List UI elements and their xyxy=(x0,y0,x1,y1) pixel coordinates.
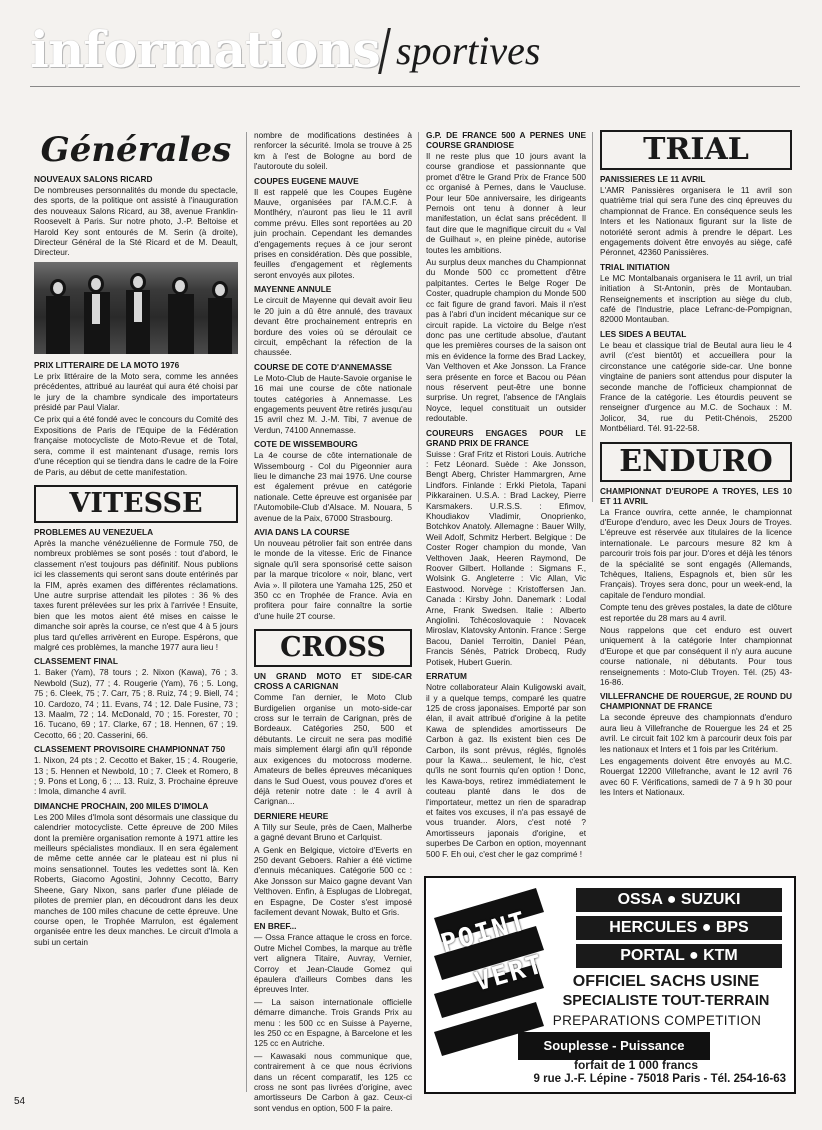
article-bref-2: — La saison internationale officielle démarre dimanche. Trois Grands Prix au menu : les 500 cc en Suisse à Payerne, les 250 cc en Espagne, à Barcelone et les 125 cc en Autriche. xyxy=(254,996,412,1049)
ad-brands-2: HERCULES ● BPS xyxy=(576,916,782,940)
ad-address: 9 rue J.-F. Lépine - 75018 Paris - Tél. 254-16-63 xyxy=(533,1073,786,1085)
article-imola-continued: nombre de modifications destinées à renforcer la sécurité. Imola se trouve à 25 km à l'est de Bologne au bord de l'autoroute du soleil. xyxy=(254,130,412,172)
article-villefranche-2: Les engagements doivent être envoyés au M.C. Rouergat 12200 Villefranche, avant le 12 avril 76 avec 60 F. Vérifications, samedi de 7 à 9 h 30 pour les Inters et Nationaux. xyxy=(600,756,792,798)
masthead-subtitle: sportives xyxy=(396,28,541,73)
article-prix-1: Le prix littéraire de la Moto sera, comme les années précédentes, attribué au lauréat qui aura été choisi par le jury de la chambre syndicale des importateurs présidé par Paul Vialar. xyxy=(34,370,238,413)
ad-brands-3: PORTAL ● KTM xyxy=(576,944,782,968)
heading-villefranche: VILLEFRANCHE DE ROUERGUE, 2E ROUND DU CHAMPIONNAT DE FRANCE xyxy=(600,691,792,712)
heading-coureurs: COUREURS ENGAGES POUR LE GRAND PRIX DE FRANCE xyxy=(426,427,586,448)
section-title-enduro: ENDURO xyxy=(600,442,792,482)
article-mayenne: Le circuit de Mayenne qui devait avoir lieu le 20 juin a dû être annulé, des travaux devant être prochainement entrepris en bordure des voies où se déroulait ce circuit, empêchant la réfection de la chaussée. xyxy=(254,295,412,358)
article-troyes-1: La France ouvrira, cette année, le championnat d'Europe d'enduro, avec les Deux Jours de Troyes. L'épreuve est réservée aux titulaires de la licence internationale. Le parcours mesure 82 km à parcourir trois fois par jour. D'ores et déjà les ténors de la spécialité se sont engagés (Allemands, Tchèques, Italiens, Espagnols et, bien sûr les Français). Troyes sera donc, pour un week-end, la capitale de l'enduro mondial. xyxy=(600,506,792,600)
article-gp-1: Il ne reste plus que 10 jours avant la course grandiose et passionnante que promet d'être le Grand Prix de France 500 cc organisé à Pernes, dans le Vaucluse. Pour leur 50e anniversaire, les dirigeants Pernois ont tenu à donner à leur manifestation, un éclat sans précédent. Il faut dire que le magnifique circuit du « Val de Guilhaut », en pleine pinède, autorise toutes les ambitions. xyxy=(426,151,586,255)
heading-mayenne: MAYENNE ANNULE xyxy=(254,284,332,295)
column-4 xyxy=(600,130,792,800)
heading-annemasse: COURSE DE COTE D'ANNEMASSE xyxy=(254,361,392,372)
heading-carignan: UN GRAND MOTO ET SIDE-CAR CROSS A CARIGNAN xyxy=(254,671,412,692)
masthead xyxy=(30,22,800,78)
heading-panissieres: PANISSIERES LE 11 AVRIL xyxy=(600,174,706,184)
ad-line-sachs: OFFICIEL SACHS USINE xyxy=(572,973,760,990)
heading-venezuela: PROBLEMES AU VENEZUELA xyxy=(34,526,154,537)
ad-logo-line-1: POINT xyxy=(437,906,531,960)
article-prix-2: Ce prix qui a été fondé avec le concours du Comité des Expositions de Paris de l'Equipe de la Fédération française motocycliste de Moto-Revue et de Total, sera, comme il est maintenant d'usage, remis lors d'une réception qui se tiendra dans le cadre de la Foire de Paris, au début de cette manifestation. xyxy=(34,414,238,477)
heading-derniere-heure: DERNIERE HEURE xyxy=(254,810,329,821)
header-rule xyxy=(30,86,800,87)
article-annemasse: Le Moto-Club de Haute-Savoie organise le 16 mai une course de côte nationale toutes catégories à Annemasse. Les engagements peuvent être retirés jusqu'au 15 avril chez M. J.-M. Tibi, 7 avenue de Verdun, 74100 Annemasse. xyxy=(254,372,412,435)
heading-salons: NOUVEAUX SALONS RICARD xyxy=(34,174,153,184)
article-bref-3: — Kawasaki nous communique que, contrairement à ce que nous écrivions dans un récent comparatif, les 125 cc cross ne sont pas livrées d'origine, avec amortisseurs De Carbon à gaz. Ceux-ci sont vendus en option, 500 F la paire. xyxy=(254,1050,412,1113)
article-initiation: Le MC Montalbanais organisera le 11 avril, un trial initiation à St-Antonin, près de Montauban. Renseignements et inscription au siège du club, café de l'Industrie, place Lefranc-de-Pompignan, 82000 Montauban. xyxy=(600,272,792,325)
article-imola: Les 200 Miles d'Imola sont désormais une classique du calendrier motocycliste. Cette épreuve de 200 Miles dont la première organisation remonte à 1971 attire les meilleurs spécialistes mondiaux. Il en sera également de même cette année car le plateau est ni plus ni moins sensationnel. Toutes les vedettes sont là. Ken Roberts, Giacomo Agostini, Johnny Cecotto, Barry Sheene, Gary Nixon, sans parler d'une pléiade de pilotes de premier plan, en découdront dans les deux manches de 100 miles chacune de cette épreuve. Une course open, le Trophée Marrulon, est également organisée entre les deux manches. Le circuit d'Imola a subi un certain xyxy=(34,811,238,947)
heading-mauve: COUPES EUGENE MAUVE xyxy=(254,175,359,186)
article-erratum: Notre collaborateur Alain Kuligowski avait, il y a quelque temps, comparé les quatre 125 de cross japonaises. Emporté par son élan, il avait attribué d'origine à la petite Kawa de splendides amortisseurs De Carbon à gaz. Ils existent bien ces De Carbon, ils sont prévus, réglés, fignolés pour la Kawa... seulement, le hic, c'est qu'ils ne sont fournis qu'en option ! Donc, les Kawa-boys, retirez immédiatement le couteau planté dans le dos de l'importateur, mettez un rien de sparadrap et faites vos excuses, il n'a pas essayé de vous truander. Alors, c'est noté ? Amortisseurs japonais d'origine, et superbes De Carbon en option, moyennant 500 F. Eh oui, c'est cher le gaz comprimé ! xyxy=(426,682,586,859)
article-wissembourg: La 4e course de côte internationale de Wissembourg - Col du Pigeonnier aura lieu le dimanche 23 mai 1976. Une course est également prévue en catégorie nationale. Cette épreuve est organisée par l'Automobile-Club d'Alsace. M. Nouara, 5 avenue de la Paix, 67000 Strasbourg. xyxy=(254,450,412,523)
ad-slogan: Souplesse - Puissance xyxy=(518,1032,710,1060)
heading-wissembourg: COTE DE WISSEMBOURG xyxy=(254,439,358,450)
heading-troyes: CHAMPIONNAT D'EUROPE A TROYES, LES 10 ET 11 AVRIL xyxy=(600,485,792,506)
section-title-generales: Générales xyxy=(40,130,232,170)
column-divider xyxy=(418,132,419,502)
column-divider xyxy=(592,132,593,502)
heading-initiation: TRIAL INITIATION xyxy=(600,261,670,272)
article-derniere-2: A Genk en Belgique, victoire d'Everts en 250 devant Geboers. Rahier a été victime d'ennuis mécaniques. Catégorie 500 cc : Ake Jonsson sur Maico gagne devant Van Velthoven. Enfin, à Esplugas de Llobregat, en Espagne, De Coster s'est imposé facilement devant Nowak, Bulto et Gris. xyxy=(254,844,412,917)
heading-beutal: LES SIDES A BEUTAL xyxy=(600,328,687,339)
article-carignan: Comme l'an dernier, le Moto Club Burdigelien organise un moto-side-car cross sur le terrain de Carignan, près de Bordeaux. Catégories 250, 500 et débutants. Le circuit ne sera pas modifié mais simplement élargi afin qu'il réponde aux exigences du motocross moderne. Amateurs de belles épreuves mécaniques dans le Sud Ouest, vous pouvez d'ores et déjà retenir notre date : le 4 avril à Carignan... xyxy=(254,692,412,807)
section-title-cross: CROSS xyxy=(254,629,412,667)
photo-salons-ricard xyxy=(34,262,238,354)
heading-classement-provisoire: CLASSEMENT PROVISOIRE CHAMPIONNAT 750 xyxy=(34,744,226,755)
heading-classement-final: CLASSEMENT FINAL xyxy=(34,656,118,667)
article-mauve: Il est rappelé que les Coupes Eugène Mauve, organisées par l'A.M.C.F. à Montlhéry, n'auront pas lieu le 11 avril comme prévu. Elles sont reportées au 20 juin prochain. Cependant les demandes d'engagements reçues à ce jour seront prises en considération. Dès que possible, feuilles d'engagement et règlements seront envoyés aux pilotes. xyxy=(254,186,412,280)
article-gp-2: Au surplus deux manches du Championnat du Monde 500 cc promettent d'être palpitantes. Certes le Belge Roger De Coster, quadruple champion du Monde 500 cc fait figure de grand favori. Mais il n'est pas à l'abri d'un incident mécanique sur ce circuit rapide. La victoire du Belge n'est donc pas une certitude absolue, d'autant que les premières courses de la saison ont mis en évidence la forme des Brad Lackey, Van Velthoven et Ake Jonsson. La France sera présente en force et Bacou ou Péan nous réservent peut-être une bonne surprise. Un regret, l'absence de l'Anglais Noyce, lequel constituait un outsider redoutable. xyxy=(426,257,586,424)
article-villefranche-1: La seconde épreuve des championnats d'enduro aura lieu à Villefranche de Rouergue les 24 et 25 avril. Le circuit fait 102 km à parcourir deux fois par les nationaux et Inters et 1 fois par les Critérium. xyxy=(600,712,792,754)
article-derniere-1: A Tilly sur Seule, près de Caen, Malherbe a gagné devant Bruno et Carlquist. xyxy=(254,821,412,843)
article-beutal: Le beau et classique trial de Beutal aura lieu le 4 avril (c'est bientôt) et accueillera pour la circonstance une catégorie side-car. Une bonne vingtaine de paniers sont attendus pour disputer la seconde manche de l'officieux championnat de France de la catégorie. Les étourdis peuvent se renseigner d'urgence au M.C. de Sochaux : M. Jolicor, 34, rue du Petit-Chénois, 25200 Montbéliard. Tél. 91-22-58. xyxy=(600,339,792,434)
page-number: 54 xyxy=(14,1096,26,1107)
article-bref-1: — Ossa France attaque le cross en force. Outre Michel Combes, la marque au trèfle vert alignera Titaire, Auvray, Vernier, Corroy et Jean-Claude Gomez qui épaulera d'ailleurs Combes dans les épreuves Inter. xyxy=(254,932,412,995)
section-title-vitesse: VITESSE xyxy=(34,485,238,523)
article-panissieres: L'AMR Panissières organisera le 11 avril son quatrième trial qui sera l'une des cinq épreuves du championnat de France. En conséquence seuls les Inters et les Nationaux figurant sur la liste de notoriété seront admis à prendre le départ. Les engagements doivent être envoyés au siège, café Péronnet, 42360 Panissières. xyxy=(600,185,792,258)
ad-forfait: forfait de 1 000 francs xyxy=(573,1058,699,1072)
article-classement-final: 1. Baker (Yam), 78 tours ; 2. Nixon (Kawa), 76 ; 3. Newbold (Suz), 77 ; 4. Rougerie (Yam), 76 ; 5. Long, 75 ; 6. Cleek, 75 ; 7. Carr, 75 ; 8. Ruiz, 74 ; 9. Biell, 74 ; 10. Cardozo, 74 ; 11. Evans, 74 ; 12. Dale Fusine, 73 ; 13. Maalm, 72 ; 14. McDonald, 70 ; 15. Forester, 70 ; 16. Tucano, 69 ; 17. Clarke, 67 ; 18. Hennen, 67 ; 19. Cecotto, 66 ; 20. Casserini, 66. xyxy=(34,667,238,740)
article-classement-provisoire: 1. Nixon, 24 pts ; 2. Cecotto et Baker, 15 ; 4. Rougerie, 13 ; 5. Hennen et Newbold, 10 ; 7. Cleek et Romero, 8 ; 9. Pons et Long, 6 ; ... 13. Ruiz, 3. Prochaine épreuve : Imola, dimanche 4 avril. xyxy=(34,755,238,797)
heading-gp-france: G.P. DE FRANCE 500 A PERNES UNE COURSE GRANDIOSE xyxy=(426,130,586,150)
masthead-title: informations xyxy=(30,20,380,79)
masthead-slash xyxy=(378,28,391,74)
ad-line-preparations: PREPARATIONS COMPETITION xyxy=(552,1013,762,1028)
ad-brands-1: OSSA ● SUZUKI xyxy=(576,888,782,912)
ad-line-specialiste: SPECIALISTE TOUT-TERRAIN xyxy=(562,993,770,1009)
heading-imola: DIMANCHE PROCHAIN, 200 MILES D'IMOLA xyxy=(34,800,209,811)
advertisement-point-vert xyxy=(424,876,796,1094)
column-2 xyxy=(254,130,412,1115)
column-1 xyxy=(34,130,238,949)
ad-logo-line-2: VERT xyxy=(471,949,548,998)
section-title-trial: TRIAL xyxy=(600,130,792,170)
heading-prix: PRIX LITTERAIRE DE LA MOTO 1976 xyxy=(34,359,180,370)
article-coureurs: Suisse : Graf Fritz et Ristori Louis. Autriche : Fetz Léonard. Suède : Ake Jonsson, Bengt Aberg, Christer Hammargren, Arne Lindfors. Finlande : Erkki Pietola, Tapani Pikkarainen. U.S.A. : Brad Lackey, Pierre Karsmakers. U.R.S.S. : Efimov, Khoudiakov Vladimir, Onoprienko, Botchkov Anatoly. Allemagne : Bauer Willy, Weil Adolf, Schmitz Herbert. Belgique : De Coster Roger champion du monde, Van Velthoven Jaak, Heeren Raymond, De Roover Gilbert. Hollande : Sigmans F., Wolsink G. Angleterre : Vic Allan, Vic Eastwood. Norvège : Kristoffersen Jan. Canada : Kirsby John. Danemark : Lodal Arne, Frank Swedsen. Italie : Alberto Angiolini. Tchécoslovaquie : Novacek Miroslav, Klatovsky Antonin. France : Serge Bacou, Daniel Terroitin, Daniel Péan, Francis Sénès, Patrick Drobecq, Rudy Potisek, Hubert Guerin. xyxy=(426,448,586,667)
article-troyes-3: Nous rappelons que cet enduro est ouvert uniquement à la catégorie Inter championnat d'Europe et que par conséquent il n'y aura aucune course nationale, ni débutants. Pour tous renseignements : Moto-Club Troyen. Tél. (25) 43-16-86. xyxy=(600,625,792,688)
article-venezuela: Après la manche vénézuélienne de Formule 750, de nombreux problèmes se sont posés : tout d'abord, le classement n'est toujours pas définitif. Nous publions ici les classements qui seront sans doute entérinés par la FIM, après examen des différentes réclamations. Une autre surprise attendait les pilotes : 36 % des taxes furent prélevées sur les prix à l'arrivée ! Ensuite, bien que les motos aient été mises en caisse le dimanche soir après la course, ce n'est que 4 à 5 jours plus tard qu'elles arrivèrent en Europe. Espérons, que malgré ces problèmes, la manche 1977 aura lieu ! xyxy=(34,537,238,652)
article-troyes-2: Compte tenu des grèves postales, la date de clôture est reportée du 28 mars au 4 avril. xyxy=(600,602,792,623)
article-avia: Un nouveau pétrolier fait son entrée dans le monde de la vitesse. Eric de Finance signale qu'il sera sponsorisé cette saison par la marque tricolore « noir, blanc, vert Avia ». Il pilotera une Yamaha 125, 250 et 350 cc en Trophée de France. Avia en profitera pour faire connaître la sortie d'une huile 2T course. xyxy=(254,538,412,621)
column-3 xyxy=(426,130,586,861)
heading-avia: AVIA DANS LA COURSE xyxy=(254,527,350,537)
heading-erratum: ERRATUM xyxy=(426,671,467,682)
column-divider xyxy=(246,132,247,1092)
article-salons: De nombreuses personnalités du monde du spectacle, des sports, de la politique ont assisté à l'inauguration des nouveaux Salons Ricard, au 38, avenue Franklin-Roosevelt à Paris. Sur notre photo, J.-P. Beltoise et Harold Key sont entourés de M. Serin (à droite), Directeur Général de la Sté Ricard et de M. Deault, Directeur. xyxy=(34,185,238,258)
heading-en-bref: EN BREF... xyxy=(254,921,297,932)
